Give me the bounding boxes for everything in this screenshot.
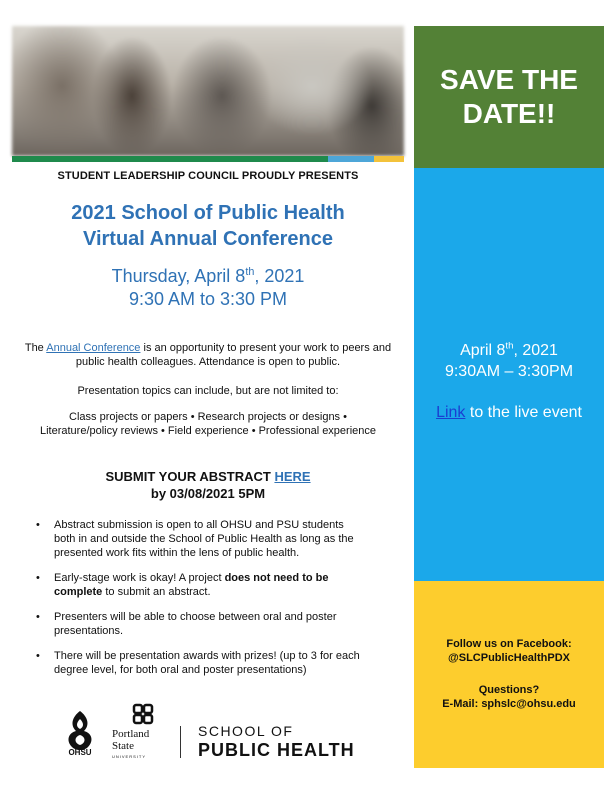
accent-bar-green bbox=[12, 156, 328, 162]
contact-box bbox=[414, 581, 604, 768]
sidebar-time-line: 9:30AM – 3:30PM bbox=[444, 363, 574, 380]
submit-here-link[interactable]: HERE bbox=[274, 469, 311, 484]
accent-bar-blue bbox=[328, 156, 374, 162]
submit-abstract bbox=[12, 468, 404, 502]
accent-bar-yellow bbox=[374, 156, 404, 162]
bullet-item bbox=[36, 610, 366, 638]
time-line: 9:30 AM to 3:30 PM bbox=[128, 289, 288, 309]
submit-prefix: SUBMIT YOUR ABSTRACT bbox=[105, 469, 275, 484]
bullet-item bbox=[36, 649, 366, 677]
date-suffix: th bbox=[245, 266, 255, 278]
bullet-item bbox=[36, 571, 366, 599]
bullet-text: Presenters will be able to choose between oral and poster presentations. bbox=[54, 611, 337, 637]
intro-paragraph bbox=[18, 341, 398, 369]
questions-info bbox=[414, 683, 604, 711]
intro-prefix: The bbox=[24, 342, 47, 354]
live-event-line bbox=[414, 404, 604, 422]
save-line-2: DATE!! bbox=[462, 98, 556, 129]
facebook-handle: @SLCPublicHealthPDX bbox=[448, 652, 570, 664]
bullet-text: Early-stage work is okay! A project bbox=[54, 572, 225, 584]
contact-email: E-Mail: sphslc@ohsu.edu bbox=[442, 698, 576, 710]
save-line-1: SAVE THE bbox=[440, 64, 578, 95]
logo-divider bbox=[180, 726, 181, 758]
topics-line-2: Literature/policy reviews • Field experience • Professional experience bbox=[39, 425, 377, 437]
psu-line-2: State bbox=[112, 740, 134, 752]
psu-logo-sub: UNIVERSITY bbox=[112, 754, 147, 759]
sidebar-date-line bbox=[414, 340, 604, 361]
submit-deadline: by 03/08/2021 5PM bbox=[150, 486, 266, 501]
facebook-label: Follow us on Facebook: bbox=[446, 638, 572, 650]
save-the-date-heading bbox=[440, 63, 578, 131]
bullet-text: There will be presentation awards with prizes! (up to 3 for each degree level, for both oral and poster presentations) bbox=[54, 650, 360, 676]
date-line bbox=[12, 265, 404, 288]
intro-rest: is an opportunity to present your work to peers and public health colleagues. Attendance is open to public. bbox=[75, 342, 392, 368]
annual-conference-link[interactable]: Annual Conference bbox=[46, 342, 141, 354]
questions-label: Questions? bbox=[478, 684, 540, 696]
event-info-box bbox=[414, 168, 604, 581]
sph-logo-line-1: SCHOOL OF bbox=[198, 723, 294, 739]
live-event-link[interactable]: Link bbox=[436, 404, 466, 421]
sph-logo-line-2: PUBLIC HEALTH bbox=[198, 740, 355, 760]
bullet-item bbox=[36, 518, 366, 560]
submit-line bbox=[12, 468, 404, 485]
title-line-1: 2021 School of Public Health bbox=[71, 202, 345, 224]
sidebar-date-year: , 2021 bbox=[513, 342, 558, 359]
date-day: Thursday, April 8 bbox=[111, 266, 246, 286]
facebook-info bbox=[414, 637, 604, 665]
save-the-date-box bbox=[414, 26, 604, 168]
presents-line: STUDENT LEADERSHIP COUNCIL PROUDLY PRESENTS bbox=[57, 170, 359, 182]
sidebar-date bbox=[414, 340, 604, 382]
topics-list bbox=[18, 410, 398, 438]
ohsu-logo-text: OHSU bbox=[68, 748, 92, 757]
bullet-text: Abstract submission is open to all OHSU and PSU students both in and outside the School of Public Health as long as the presented work fits within the lens of public health. bbox=[54, 519, 354, 559]
title-line-2: Virtual Annual Conference bbox=[82, 228, 334, 250]
live-event-text: to the live event bbox=[465, 404, 582, 421]
sidebar-date-day: April 8 bbox=[460, 342, 506, 359]
psu-logo-text bbox=[112, 728, 172, 752]
date-year: , 2021 bbox=[254, 266, 305, 286]
sidebar-date-suffix: th bbox=[505, 340, 514, 352]
bullet-bold: does not need to be complete bbox=[54, 572, 329, 598]
topics-line-1: Class projects or papers • Research projects or designs • bbox=[69, 411, 347, 423]
bullet-text-post: to submit an abstract. bbox=[102, 586, 211, 598]
info-bullets bbox=[36, 518, 366, 688]
topics-heading: Presentation topics can include, but are not limited to: bbox=[77, 385, 339, 397]
conference-title bbox=[12, 200, 404, 252]
conference-photo bbox=[12, 26, 404, 156]
conference-date bbox=[12, 265, 404, 311]
psu-line-1: Portland bbox=[112, 728, 150, 740]
